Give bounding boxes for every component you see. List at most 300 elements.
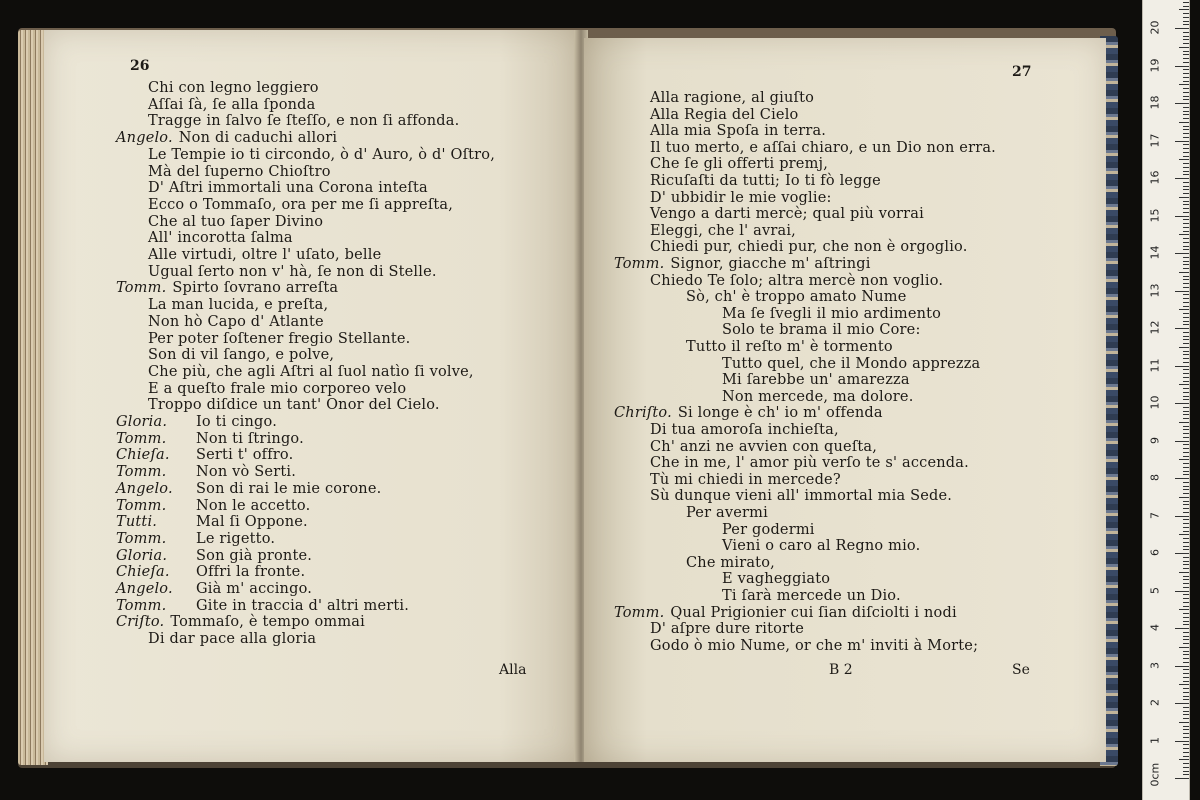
- ruler-tick: [1183, 339, 1189, 340]
- ruler-label: 20: [1148, 20, 1162, 35]
- ruler-tick: [1183, 148, 1189, 149]
- speaker-label: Gloria.: [116, 547, 168, 564]
- ruler-tick: [1183, 617, 1189, 618]
- ruler-tick: [1183, 107, 1189, 108]
- verse-text: Eleggi, che l' avrai,: [650, 222, 796, 239]
- ruler-tick: [1175, 741, 1189, 742]
- verse-text: Chi con legno leggiero: [148, 80, 319, 96]
- ruler-tick: [1183, 88, 1189, 89]
- ruler-tick: [1179, 197, 1189, 198]
- ruler-tick: [1183, 313, 1189, 314]
- ruler-label: 3: [1148, 661, 1162, 669]
- text-line: [650, 239, 968, 255]
- ruler-tick: [1183, 433, 1189, 434]
- verse-text: Mi ſarebbe un' amarezza: [722, 372, 910, 389]
- ruler-tick: [1183, 696, 1189, 697]
- verse-text: Alla mia Spoſa in terra.: [650, 123, 827, 140]
- verse-text: Le rigetto.: [196, 530, 276, 547]
- ruler-tick: [1183, 606, 1189, 607]
- text-line: [650, 621, 804, 637]
- ruler-tick: [1183, 174, 1189, 175]
- ruler-tick: [1183, 568, 1189, 569]
- ruler-tick: [1183, 302, 1189, 303]
- ruler-tick: [1183, 227, 1189, 228]
- ruler-tick: [1183, 673, 1189, 674]
- verse-text: Spirto ſovrano arreſta: [172, 280, 339, 297]
- text-line: [148, 113, 459, 129]
- verse-text: Già m' accingo.: [196, 581, 313, 597]
- ruler-tick: [1183, 448, 1189, 449]
- ruler-tick: [1183, 99, 1189, 100]
- ruler-tick: [1183, 182, 1189, 183]
- verse-text: Son di vil ſango, e polve,: [148, 347, 335, 364]
- text-line: [116, 498, 310, 514]
- ruler-tick: [1183, 549, 1189, 550]
- text-line: [614, 605, 957, 621]
- text-line: [650, 190, 832, 206]
- speaker-label: Angelo.: [116, 581, 173, 597]
- ruler-tick: [1183, 699, 1189, 700]
- ruler-tick: [1175, 478, 1189, 479]
- text-line: [148, 297, 328, 313]
- speaker-label: Tomm.: [116, 464, 167, 481]
- right-catchword: Se: [1012, 662, 1030, 678]
- verse-text: Che ſe gli offerti premj,: [650, 156, 829, 173]
- ruler-tick: [1183, 17, 1189, 18]
- ruler-tick: [1183, 744, 1189, 745]
- ruler-tick: [1183, 208, 1189, 209]
- ruler-tick: [1183, 223, 1189, 224]
- ruler-tick: [1183, 414, 1189, 415]
- ruler-tick: [1183, 332, 1189, 333]
- ruler-tick: [1183, 81, 1189, 82]
- text-line: [722, 389, 914, 405]
- verse-text: Di tua amoroſa inchieſta,: [650, 422, 839, 438]
- ruler-tick: [1183, 561, 1189, 562]
- text-line: [148, 264, 437, 280]
- verse-text: Son di rai le mie corone.: [196, 480, 382, 497]
- verse-text: Ugual ſerto non v' hà, ſe non di Stelle.: [148, 263, 437, 280]
- text-line: [116, 614, 365, 630]
- ruler-tick: [1183, 369, 1189, 370]
- ruler-tick: [1183, 279, 1189, 280]
- left-catchword: Alla: [499, 662, 527, 678]
- ruler-tick: [1183, 246, 1189, 247]
- ruler-tick: [1183, 512, 1189, 513]
- ruler-label: 11: [1148, 358, 1162, 372]
- ruler-tick: [1179, 9, 1189, 10]
- ruler-tick: [1183, 632, 1189, 633]
- ruler-tick: [1183, 264, 1189, 265]
- verse-text: Tragge in ſalvo ſe ſteſſo, e non ſi affonda.: [148, 113, 460, 130]
- ruler-tick: [1183, 58, 1189, 59]
- verse-text: Non hò Capo d' Atlante: [148, 313, 324, 330]
- ruler-label: 5: [1148, 586, 1162, 594]
- ruler-tick: [1179, 684, 1189, 685]
- ruler-tick: [1183, 729, 1189, 730]
- right-page-number: 27: [1012, 64, 1032, 80]
- ruler-tick: [1183, 587, 1189, 588]
- right-page: [584, 38, 1106, 762]
- ruler-tick: [1183, 249, 1189, 250]
- ruler-tick: [1183, 756, 1189, 757]
- ruler-tick: [1179, 47, 1189, 48]
- ruler-tick: [1183, 129, 1189, 130]
- verse-text: Vengo a darti mercè; qual più vorrai: [650, 206, 924, 223]
- text-line: [650, 472, 841, 488]
- ruler-tick: [1183, 321, 1189, 322]
- ruler-tick: [1183, 489, 1189, 490]
- ruler-tick: [1183, 276, 1189, 277]
- ruler-tick: [1183, 752, 1189, 753]
- ruler-tick: [1183, 381, 1189, 382]
- verse-text: Tutto il reſto m' è tormento: [686, 339, 893, 355]
- text-line: [116, 564, 305, 580]
- ruler-tick: [1183, 501, 1189, 502]
- ruler-tick: [1183, 133, 1189, 134]
- ruler-tick: [1183, 388, 1189, 389]
- text-line: [116, 531, 275, 547]
- verse-text: D' Aſtri immortali una Corona inteſta: [148, 180, 428, 197]
- ruler-tick: [1183, 163, 1189, 164]
- verse-text: Son già pronte.: [196, 547, 313, 564]
- ruler-tick: [1183, 144, 1189, 145]
- ruler-tick: [1183, 613, 1189, 614]
- ruler-tick: [1183, 231, 1189, 232]
- verse-text: Il tuo merto, e aſſai chiaro, e un Dio non erra.: [650, 139, 996, 156]
- signature-mark: B 2: [829, 662, 853, 678]
- text-line: [148, 180, 428, 196]
- speaker-label: Tomm.: [116, 430, 167, 447]
- text-line: [722, 538, 920, 554]
- ruler-tick: [1179, 122, 1189, 123]
- speaker-label: Gloria.: [116, 414, 168, 430]
- text-line: [650, 638, 978, 654]
- speaker-label: Chriſto.: [614, 405, 672, 422]
- ruler-tick: [1183, 39, 1189, 40]
- verse-text: Ma ſe ſvegli il mio ardimento: [722, 305, 942, 322]
- ruler-tick: [1183, 444, 1189, 445]
- ruler-tick: [1183, 77, 1189, 78]
- ruler-tick: [1179, 609, 1189, 610]
- ruler-tick: [1183, 474, 1189, 475]
- ruler-tick: [1183, 189, 1189, 190]
- ruler-tick: [1183, 519, 1189, 520]
- ruler-tick: [1175, 141, 1189, 142]
- verse-text: Vieni o caro al Regno mio.: [722, 538, 921, 555]
- speaker-label: Chieſa.: [116, 447, 170, 464]
- text-line: [686, 339, 893, 355]
- ruler-tick: [1183, 598, 1189, 599]
- ruler-tick: [1183, 576, 1189, 577]
- text-line: [650, 90, 814, 106]
- ruler-tick: [1183, 658, 1189, 659]
- ruler-tick: [1183, 24, 1189, 25]
- verse-text: Gite in traccia d' altri merti.: [196, 597, 410, 614]
- ruler-tick: [1175, 553, 1189, 554]
- verse-text: Le Tempie io ti circondo, ò d' Auro, ò d' Oſtro,: [148, 146, 496, 163]
- text-line: [650, 173, 881, 189]
- text-line: [686, 505, 768, 521]
- ruler-tick: [1183, 718, 1189, 719]
- text-line: [116, 481, 381, 497]
- ruler-label: 8: [1148, 474, 1162, 481]
- ruler-tick: [1183, 351, 1189, 352]
- verse-text: Signor, giacche m' aſtringi: [670, 256, 871, 272]
- ruler-tick: [1183, 373, 1189, 374]
- ruler-tick: [1183, 399, 1189, 400]
- ruler-tick: [1179, 647, 1189, 648]
- text-line: [148, 80, 319, 96]
- ruler-tick: [1183, 362, 1189, 363]
- verse-text: Mà del ſuperno Chioſtro: [148, 163, 331, 180]
- ruler-tick: [1183, 118, 1189, 119]
- ruler-tick: [1183, 287, 1189, 288]
- verse-text: Per godermi: [722, 521, 815, 538]
- ruler-label: 15: [1148, 208, 1162, 222]
- ruler-label: 4: [1148, 624, 1162, 631]
- speaker-label: Chieſa.: [116, 564, 170, 581]
- ruler-tick: [1183, 2, 1189, 3]
- ruler-label: 13: [1148, 283, 1162, 297]
- ruler-label: 18: [1148, 95, 1162, 110]
- text-line: [148, 347, 334, 363]
- ruler-tick: [1183, 771, 1189, 772]
- ruler-tick: [1183, 527, 1189, 528]
- ruler-tick: [1183, 624, 1189, 625]
- text-line: [148, 381, 406, 397]
- verse-text: Tommaſo, è tempo ommai: [170, 614, 365, 631]
- ruler-tick: [1183, 407, 1189, 408]
- text-line: [116, 514, 308, 530]
- ruler-tick: [1183, 298, 1189, 299]
- ruler-tick: [1183, 111, 1189, 112]
- ruler-tick: [1183, 343, 1189, 344]
- ruler-tick: [1175, 703, 1189, 704]
- text-line: [148, 364, 474, 380]
- ruler-label: 10: [1148, 395, 1162, 410]
- ruler-tick: [1183, 6, 1189, 7]
- ruler-tick: [1183, 677, 1189, 678]
- verse-text: Non vò Serti.: [196, 464, 297, 481]
- text-line: [116, 598, 409, 614]
- text-line: [722, 356, 980, 372]
- speaker-label: Tutti.: [116, 514, 158, 531]
- verse-text: La man lucida, e preſta,: [148, 297, 329, 314]
- ruler-tick: [1183, 261, 1189, 262]
- ruler-tick: [1183, 508, 1189, 509]
- speaker-label: Tomm.: [614, 256, 665, 272]
- ruler-tick: [1179, 84, 1189, 85]
- left-page-number: 26: [130, 58, 150, 74]
- ruler-tick: [1183, 396, 1189, 397]
- speaker-label: Criſto.: [116, 614, 165, 631]
- text-line: [722, 522, 815, 538]
- ruler-label: 9: [1148, 436, 1162, 444]
- ruler-tick: [1183, 639, 1189, 640]
- ruler-tick: [1183, 662, 1189, 663]
- verse-text: Ch' anzi ne avvien con queſta,: [650, 438, 878, 455]
- ruler-tick: [1183, 201, 1189, 202]
- ruler-tick: [1183, 714, 1189, 715]
- verse-text: Sù dunque vieni all' immortal mia Sede.: [650, 488, 953, 505]
- verse-text: E a queſto frale mio corporeo velo: [148, 380, 407, 397]
- text-line: [686, 555, 775, 571]
- verse-text: D' ubbidir le mie voglie:: [650, 189, 832, 206]
- ruler-tick: [1183, 426, 1189, 427]
- ruler-tick: [1183, 583, 1189, 584]
- ruler-tick: [1183, 114, 1189, 115]
- ruler-tick: [1183, 651, 1189, 652]
- verse-text: Per avermi: [686, 505, 768, 521]
- ruler-tick: [1183, 317, 1189, 318]
- ruler-tick: [1183, 21, 1189, 22]
- ruler-tick: [1183, 336, 1189, 337]
- verse-text: Qual Prigionier cui ſian diſciolti i nodi: [670, 604, 957, 621]
- ruler-tick: [1175, 291, 1189, 292]
- text-line: [614, 405, 883, 421]
- ruler-tick: [1183, 564, 1189, 565]
- verse-text: Solo te brama il mio Core:: [722, 322, 921, 339]
- ruler-tick: [1183, 467, 1189, 468]
- verse-text: Chiedo Te ſolo; altra mercè non voglio.: [650, 272, 944, 289]
- verse-text: Tutto quel, che il Mondo apprezza: [722, 355, 981, 372]
- speaker-label: Tomm.: [116, 597, 167, 614]
- ruler-tick: [1183, 707, 1189, 708]
- ruler-tick: [1175, 28, 1189, 29]
- speaker-label: Angelo.: [116, 480, 173, 497]
- text-line: [148, 631, 316, 647]
- ruler-tick: [1183, 733, 1189, 734]
- ruler-tick: [1175, 666, 1189, 667]
- ruler-tick: [1183, 452, 1189, 453]
- speaker-label: Tomm.: [614, 604, 665, 621]
- verse-text: Che mirato,: [686, 554, 775, 571]
- ruler-tick: [1175, 591, 1189, 592]
- verse-text: Mal ſi Oppone.: [196, 514, 308, 531]
- text-line: [116, 414, 277, 430]
- ruler-tick: [1179, 497, 1189, 498]
- text-line: [650, 223, 796, 239]
- text-line: [116, 581, 312, 597]
- verse-text: Non di caduchi allori: [178, 130, 338, 147]
- ruler-tick: [1183, 92, 1189, 93]
- ruler-tick: [1179, 272, 1189, 273]
- ruler-tick: [1183, 377, 1189, 378]
- text-line: [148, 197, 453, 213]
- text-line: [722, 372, 910, 388]
- ruler-tick: [1183, 193, 1189, 194]
- verse-text: Che in me, l' amor più verſo te s' accenda.: [650, 455, 969, 472]
- verse-text: Per poter ſoſtener fregio Stellante.: [148, 330, 411, 347]
- ruler-tick: [1183, 204, 1189, 205]
- ruler-tick: [1183, 257, 1189, 258]
- ruler-tick: [1175, 103, 1189, 104]
- ruler-tick: [1183, 523, 1189, 524]
- ruler-tick: [1183, 137, 1189, 138]
- text-line: [148, 214, 323, 230]
- verse-text: Godo ò mio Nume, or che m' inviti à Morte;: [650, 637, 979, 654]
- ruler-tick: [1183, 418, 1189, 419]
- verse-text: Troppo diſdice un tant' Onor del Cielo.: [148, 397, 440, 414]
- ruler-tick: [1175, 628, 1189, 629]
- ruler-tick: [1183, 171, 1189, 172]
- ruler-label: 17: [1148, 133, 1162, 147]
- ruler-tick: [1183, 594, 1189, 595]
- ruler-label: 14: [1148, 245, 1162, 260]
- text-line: [722, 306, 941, 322]
- verse-text: Di dar pace alla gloria: [148, 631, 317, 648]
- verse-text: Tù mi chiedi in mercede?: [650, 471, 841, 488]
- ruler-tick: [1183, 711, 1189, 712]
- text-line: [722, 322, 921, 338]
- speaker-label: Tomm.: [116, 280, 167, 297]
- text-line: [148, 97, 316, 113]
- ruler-tick: [1183, 73, 1189, 74]
- verse-text: Aſſai ſà, ſe alla ſponda: [148, 96, 316, 113]
- ruler-tick: [1183, 688, 1189, 689]
- ruler-tick: [1183, 456, 1189, 457]
- text-line: [650, 273, 943, 289]
- ruler-tick: [1183, 542, 1189, 543]
- ruler-tick: [1183, 538, 1189, 539]
- text-line: [148, 147, 495, 163]
- ruler-tick: [1183, 96, 1189, 97]
- ruler-tick: [1183, 354, 1189, 355]
- ruler-tick: [1183, 294, 1189, 295]
- text-line: [650, 140, 996, 156]
- ruler-tick: [1183, 186, 1189, 187]
- ruler-tick: [1183, 152, 1189, 153]
- verse-text: Ti ſarà mercede un Dio.: [722, 588, 901, 604]
- ruler-tick: [1179, 159, 1189, 160]
- ruler-tick: [1183, 763, 1189, 764]
- ruler-tick: [1179, 422, 1189, 423]
- ruler-tick: [1175, 66, 1189, 67]
- text-line: [650, 156, 828, 172]
- verse-text: Non mercede, ma dolore.: [722, 388, 914, 405]
- ruler-tick: [1183, 471, 1189, 472]
- ruler-tick: [1183, 268, 1189, 269]
- ruler-tick: [1179, 534, 1189, 535]
- ruler-label: 7: [1148, 511, 1162, 519]
- ruler-tick: [1183, 486, 1189, 487]
- ruler-tick: [1183, 737, 1189, 738]
- ruler-tick: [1183, 482, 1189, 483]
- ruler-tick: [1175, 253, 1189, 254]
- verse-text: Non le accetto.: [196, 497, 311, 514]
- text-line: [650, 488, 952, 504]
- ruler-tick: [1183, 283, 1189, 284]
- ruler-tick: [1183, 774, 1189, 775]
- verse-text: E vagheggiato: [722, 571, 831, 588]
- speaker-label: Angelo.: [116, 130, 173, 147]
- ruler-tick: [1179, 722, 1189, 723]
- ruler-tick: [1183, 219, 1189, 220]
- ruler-label: 1: [1148, 736, 1162, 744]
- ruler-tick: [1183, 238, 1189, 239]
- verse-text: Alla Regia del Cielo: [650, 106, 799, 123]
- ruler-tick: [1183, 411, 1189, 412]
- verse-text: Non ti ſtringo.: [196, 430, 304, 447]
- ruler-label: 2: [1148, 699, 1162, 706]
- ruler-tick: [1183, 463, 1189, 464]
- text-line: [148, 397, 440, 413]
- ruler-tick: [1179, 459, 1189, 460]
- ruler-label: 6: [1148, 549, 1162, 556]
- verse-text: Si longe è ch' io m' offenda: [677, 405, 883, 422]
- measuring-ruler: [1142, 0, 1190, 800]
